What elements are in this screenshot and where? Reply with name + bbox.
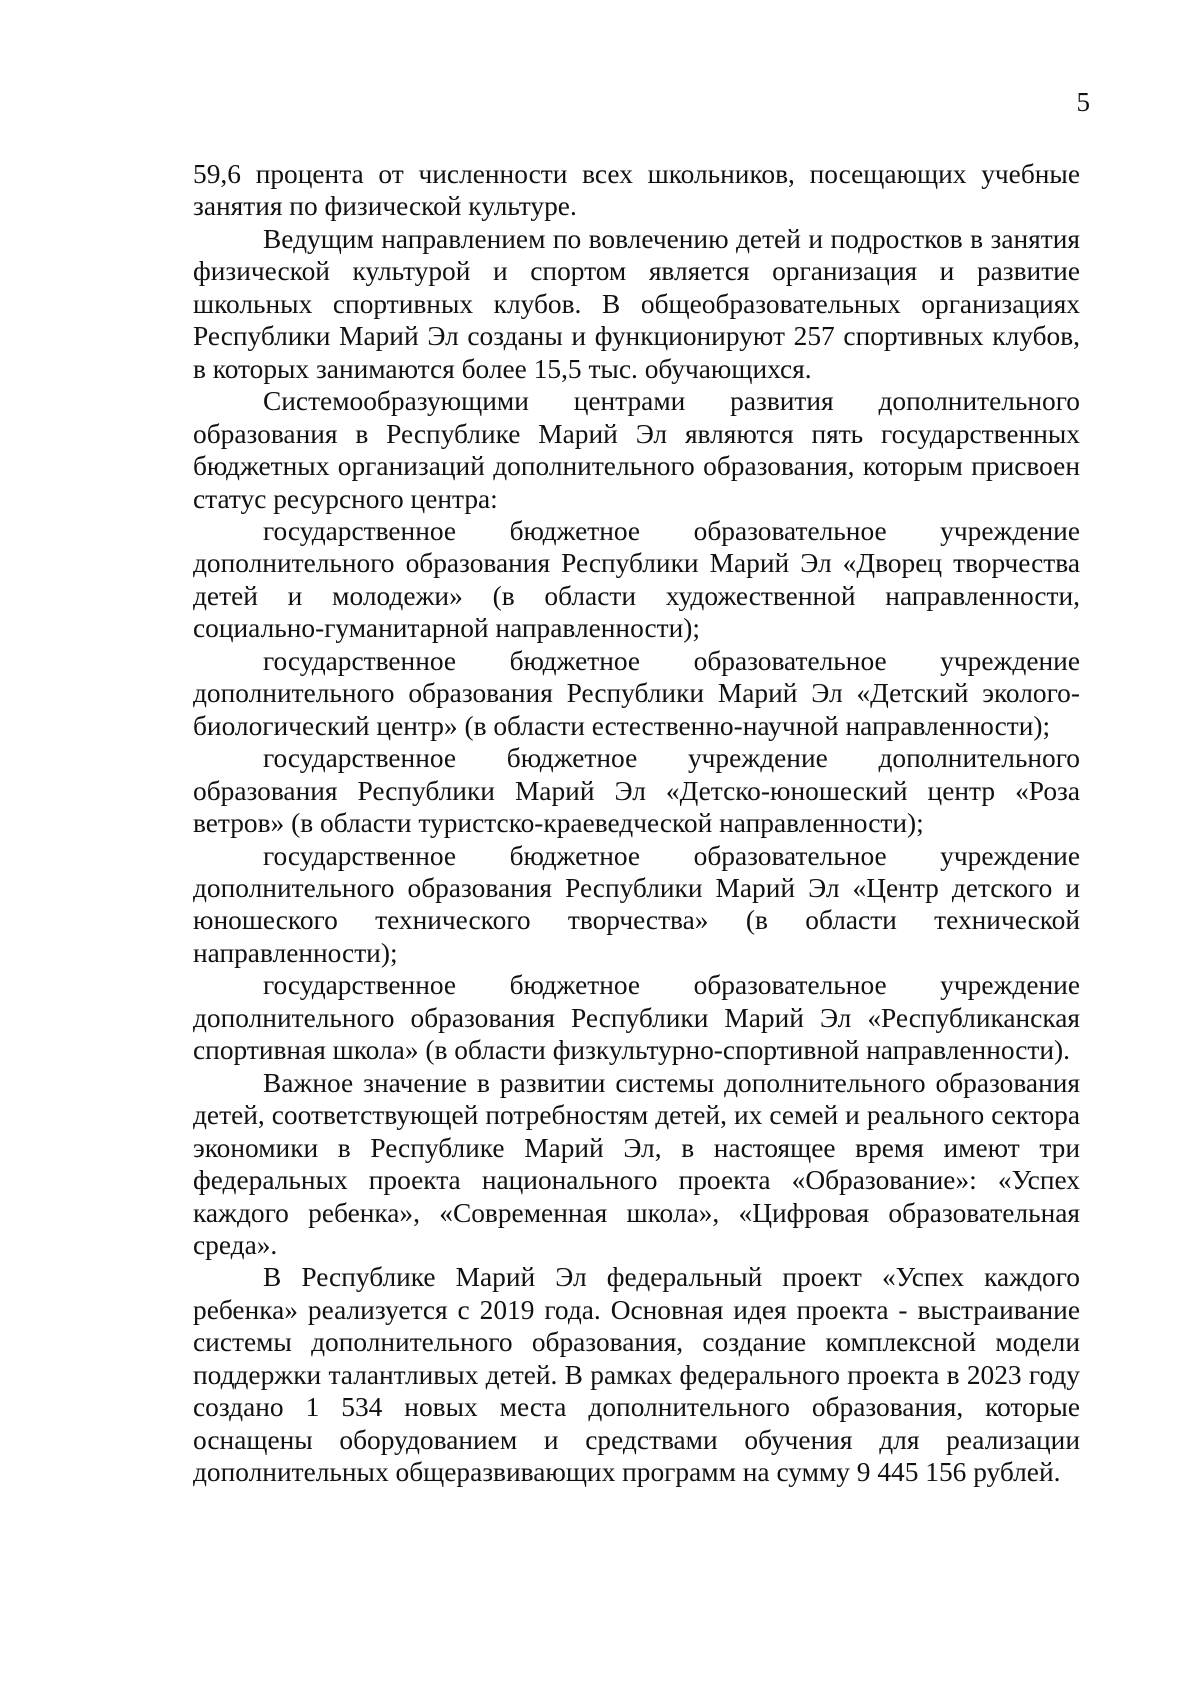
list-item-eco-bio-center: государственное бюджетное образовательное учреждение дополнительного образования Республики Марий Эл «Детский эколого-биологический центр» (в области естественно-научной направленности); [193, 645, 1080, 741]
paragraph-success-of-every-child: В Республике Марий Эл федеральный проект «Успех каждого ребенка» реализуется с 2019 года. Основная идея проекта - выстраивание системы дополнительного образования, создание комплексной модели поддержки талантливых детей. В рамках федерального проекта в 2023 году создано 1 534 новых места дополнительного образования, которые оснащены оборудованием и средствами обучения для реализации дополнительных общеразвивающих программ на сумму 9 445 156 рублей. [193, 1262, 1080, 1488]
list-item-sport-school: государственное бюджетное образовательное учреждение дополнительного образования Республики Марий Эл «Республиканская спортивная школа» (в области физкультурно-спортивной направленности). [193, 970, 1080, 1066]
paragraph-school-sport-clubs: Ведущим направлением по вовлечению детей и подростков в занятия физической культурой и спортом является организация и развитие школьных спортивных клубов. В общеобразовательных организациях Республики Марий Эл созданы и функционируют 257 спортивных клубов, в которых занимаются более 15,5 тыс. обучающихся. [193, 223, 1080, 384]
paragraph-continuation: 59,6 процента от численности всех школьников, посещающих учебные занятия по физической культуре. [193, 159, 1080, 222]
list-item-roza-vetrov: государственное бюджетное учреждение дополнительного образования Республики Марий Эл «Детско-юношеский центр «Роза ветров» (в области туристско-краеведческой направленности); [193, 743, 1080, 839]
page-number: 5 [1076, 87, 1090, 117]
list-item-technical-center: государственное бюджетное образовательное учреждение дополнительного образования Республики Марий Эл «Центр детского и юношеского технического творчества» (в области технической направленности); [193, 840, 1080, 968]
paragraph-resource-centers-intro: Системообразующими центрами развития дополнительного образования в Республике Марий Эл являются пять государственных бюджетных организаций дополнительного образования, которым присвоен статус ресурсного центра: [193, 386, 1080, 514]
document-body [193, 158, 1080, 1489]
list-item-palace-of-creativity: государственное бюджетное образовательное учреждение дополнительного образования Республики Марий Эл «Дворец творчества детей и молодежи» (в области художественной направленности, социально-гуманитарной направленности); [193, 515, 1080, 644]
paragraph-federal-projects: Важное значение в развитии системы дополнительного образования детей, соответствующей потребностям детей, их семей и реального сектора экономики в Республике Марий Эл, в настоящее время имеют три федеральных проекта национального проекта «Образование»: «Успех каждого ребенка», «Современная школа», «Цифровая образовательная среда». [193, 1067, 1080, 1260]
